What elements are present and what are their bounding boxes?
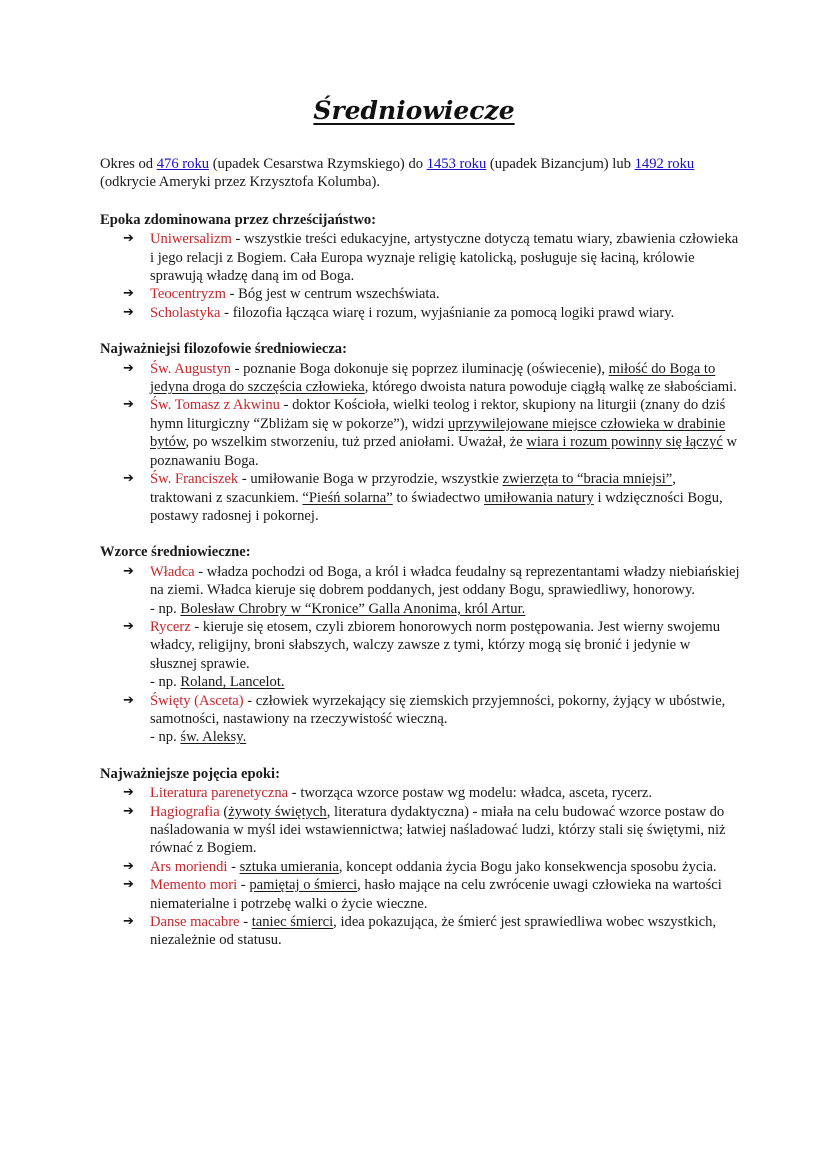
term: Rycerz — [150, 618, 191, 635]
arrow-bullet-icon: ➔ — [123, 914, 134, 930]
item-text: , koncept oddania życia Bogu jako konsekwencja sposobu życia. — [338, 858, 717, 875]
list-item — [123, 803, 740, 858]
item-text: , którego dwoista natura powoduje ciągłą walkę ze słabościami. — [364, 379, 737, 396]
arrow-bullet-icon: ➔ — [123, 877, 134, 893]
item-text: - — [227, 858, 240, 875]
term: Władca — [150, 563, 195, 580]
item-text: - wszystkie treści edukacyjne, artystyczne dotyczą tematu wiary, zbawienia człowieka i jego relacji z Bogiem. Cała Europa wyznaje religię katolicką, posługuje się łaciną, królowie sprawują władzę daną im od Boga. — [150, 231, 739, 285]
item-text: , po wszelkim stworzeniu, tuż przed aniołami. Uważał, że — [185, 434, 527, 451]
arrow-bullet-icon: ➔ — [123, 360, 134, 376]
arrow-bullet-icon: ➔ — [123, 785, 134, 801]
item-text: w poznawaniu Boga. — [150, 434, 738, 469]
intro-text: (upadek Bizancjum) lub — [486, 156, 635, 172]
list-item — [123, 285, 740, 303]
item-text: - — [237, 877, 250, 894]
example-line — [150, 728, 740, 746]
arrow-bullet-icon: ➔ — [123, 286, 134, 302]
intro-text: Okres od — [100, 156, 157, 172]
arrow-bullet-icon: ➔ — [123, 304, 134, 320]
item-text: - Bóg jest w centrum wszechświata. — [225, 286, 440, 303]
list-item — [123, 304, 740, 322]
term: Św. Tomasz z Akwinu — [150, 397, 280, 414]
term: Św. Franciszek — [150, 471, 239, 488]
term: Uniwersalizm — [150, 231, 232, 248]
item-text: , traktowani z szacunkiem. — [150, 471, 676, 506]
item-text: - — [239, 914, 252, 931]
list-item — [123, 876, 740, 913]
term: Danse macabre — [150, 914, 240, 931]
item-text: - poznanie Boga dokonuje się poprzez iluminację (oświecenie), — [230, 360, 609, 377]
document-body — [100, 155, 740, 968]
section-heading: Wzorce średniowieczne: — [100, 544, 251, 561]
example-line — [150, 600, 740, 618]
list-item — [123, 858, 740, 876]
arrow-bullet-icon: ➔ — [123, 618, 134, 634]
underlined-text: żywoty świętych — [228, 803, 327, 820]
term: Ars moriendi — [150, 858, 228, 875]
section-list — [100, 230, 740, 322]
link-1492[interactable]: 1492 roku — [634, 156, 695, 172]
arrow-bullet-icon: ➔ — [123, 397, 134, 413]
underlined-text: pamiętaj o śmierci — [249, 877, 358, 894]
arrow-bullet-icon: ➔ — [123, 858, 134, 874]
underlined-text: “Pieśń solarna” — [302, 489, 393, 506]
section-heading: Najważniejsze pojęcia epoki: — [100, 765, 280, 782]
example-prefix: - np. — [150, 729, 181, 746]
list-item — [123, 230, 740, 285]
item-text: - tworząca wzorce postaw wg modelu: władca, asceta, rycerz. — [288, 785, 653, 802]
list-item — [123, 563, 740, 618]
item-text: - władza pochodzi od Boga, a król i władca feudalny są reprezentantami władzy niebiańskiej na ziemi. Władca kieruje się dobrem poddanych, jest oddany Bogu, sprawiedliwy, honorowy. — [150, 563, 740, 599]
list-item — [123, 470, 740, 525]
example-prefix: - np. — [150, 674, 181, 691]
example-line — [150, 673, 740, 691]
list-item — [123, 360, 740, 397]
item-text: i wdzięczności Bogu, postawy radosnej i pokornej. — [150, 489, 723, 524]
underlined-text: taniec śmierci — [251, 914, 334, 931]
term: Św. Augustyn — [150, 360, 231, 377]
example-text: Roland, Lancelot. — [180, 674, 285, 691]
arrow-bullet-icon: ➔ — [123, 231, 134, 247]
example-text: św. Aleksy. — [180, 729, 247, 746]
underlined-text: sztuka umierania — [239, 858, 339, 875]
arrow-bullet-icon: ➔ — [123, 563, 134, 579]
list-item — [123, 784, 740, 802]
term: Święty (Asceta) — [150, 692, 244, 709]
term: Memento mori — [150, 877, 238, 894]
list-item — [123, 692, 740, 747]
term: Teocentryzm — [150, 286, 226, 303]
page-title: Średniowiecze — [313, 96, 515, 125]
term: Hagiografia — [150, 803, 220, 820]
list-item — [123, 913, 740, 950]
arrow-bullet-icon: ➔ — [123, 803, 134, 819]
link-476[interactable]: 476 roku — [156, 156, 210, 172]
item-text: , idea pokazująca, że śmierć jest sprawiedliwa wobec wszystkich, niezależnie od statusu. — [150, 914, 717, 949]
item-text: to świadectwo — [392, 489, 484, 506]
item-text: - człowiek wyrzekający się ziemskich przyjemności, pokorny, żyjący w ubóstwie, samotności, nastawiony na rzeczywistość wieczną. — [150, 692, 726, 727]
item-text: - doktor Kościoła, wielki teolog i rektor, skupiony na liturgii (znany do dziś hymn liturgiczny “Zbliżam się w pokorze”), widzi — [150, 397, 726, 432]
arrow-bullet-icon: ➔ — [123, 471, 134, 487]
item-text: - filozofia łącząca wiarę i rozum, wyjaśnianie za pomocą logiki prawd wiary. — [220, 304, 675, 321]
underlined-text: wiara i rozum powinny się łączyć — [526, 434, 723, 451]
section-heading: Najważniejsi filozofowie średniowiecza: — [100, 341, 347, 358]
section-list — [100, 563, 740, 747]
item-text: , hasło mające na celu zwrócenie uwagi człowieka na wartości niematerialne i potrzebę walki o życie wieczne. — [150, 877, 722, 912]
underlined-text: uprzywilejowane miejsce człowieka w drabinie bytów — [150, 415, 726, 451]
item-text: - kieruje się etosem, czyli zbiorem honorowych norm postępowania. Jest wierny swojemu władcy, religijny, broni słabszych, walczy zawsze z tymi, którzy mogą się bronić i jedynie w słusznej sprawie. — [150, 618, 721, 672]
example-prefix: - np. — [150, 600, 181, 617]
arrow-bullet-icon: ➔ — [123, 692, 134, 708]
intro-text: (odkrycie Ameryki przez Krzysztofa Kolumba). — [100, 174, 381, 191]
item-text: - umiłowanie Boga w przyrodzie, wszystkie — [238, 471, 503, 488]
intro-paragraph — [100, 155, 740, 192]
underlined-text: miłość do Boga to jedyna droga do szczęścia człowieka — [150, 360, 716, 396]
intro-text: (upadek Cesarstwa Rzymskiego) do — [209, 156, 427, 172]
term: Literatura parenetyczna — [150, 785, 289, 802]
item-text: ( — [219, 803, 229, 820]
term: Scholastyka — [150, 304, 221, 321]
section-list — [100, 784, 740, 950]
section-list — [100, 360, 740, 526]
link-1453[interactable]: 1453 roku — [426, 156, 487, 172]
section-heading: Epoka zdominowana przez chrześcijaństwo: — [100, 211, 377, 228]
item-text: , literatura dydaktyczna) - miała na celu budować wzorce postaw do naśladowania w myśl idei wstawiennictwa; łatwiej naśladować ludzi, którzy stali się świętymi, niż równać z Bogiem. — [150, 803, 726, 857]
list-item — [123, 618, 740, 692]
underlined-text: zwierzęta to “bracia mniejsi” — [502, 471, 673, 488]
underlined-text: umiłowania natury — [483, 489, 594, 506]
example-text: Bolesław Chrobry w “Kronice” Galla Anonima, król Artur. — [180, 600, 526, 617]
list-item — [123, 396, 740, 470]
